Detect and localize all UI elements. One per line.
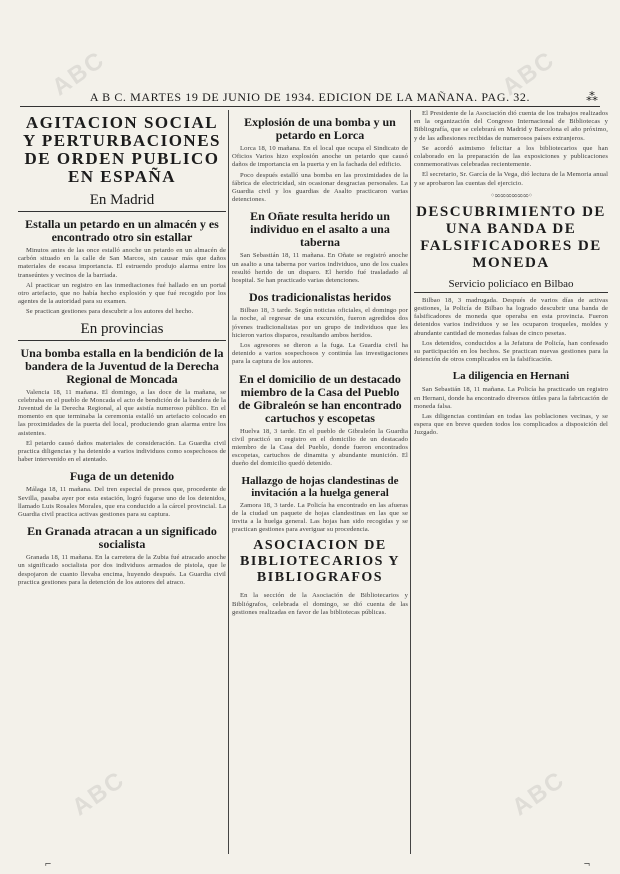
column-2 [232, 110, 408, 856]
article-paragraph: San Sebastián 18, 11 mañana. En Oñate se registró anoche un asalto a una taberna por varios individuos, uno de los cuales resultó herido de un disparo. El herido fué trasladado al hospital. Se han practicado varias detenciones. [232, 252, 408, 285]
article-paragraph: Granada 18, 11 mañana. En la carretera de la Zubia fué atracado anoche un significado socialista por dos individuos armados de pistola, que le despojaron de cuanto llevaba encima, huyendo después. La Guardia civil practica gestiones para la detención de los autores del atraco. [18, 554, 226, 586]
abc-watermark: ABC [47, 45, 111, 102]
column-rule-2 [410, 110, 411, 854]
corner-mark: ⌐ [45, 858, 52, 870]
article-paragraph: Lorca 18, 10 mañana. En el local que ocupa el Sindicato de Oficios Varios hizo explosión anoche un petardo que causó daños de importancia en la puerta y en la fachada del edificio. [232, 145, 408, 169]
ornament-divider: ◦∞∞∞∞∞∞◦ [490, 190, 532, 200]
abc-watermark: ABC [507, 765, 571, 822]
headline-agitacion: AGITACION SOCIAL Y PERTURBACIONES DE ORDEN PUBLICO EN ESPAÑA [23, 113, 221, 186]
article-paragraph: Zamora 18, 3 tarde. La Policía ha encontrado en las afueras de la ciudad un paquete de hojas clandestinas en las que se invita a la huelga general. Las hojas han sido recogidas y se practican gestiones para averiguar su procedencia. [232, 501, 408, 534]
article-paragraph: Al practicar un registro en las inmediaciones fué hallado en un portal otro artefacto, que no había hecho explosión y que fué recogido por los agentes de la autoridad para su examen. [18, 281, 226, 306]
article-paragraph: Las diligencias continúan en todas las poblaciones vecinas, y se espera que en breve queden todos los complicados a disposición del Juzgado. [414, 413, 608, 437]
column-3 [414, 110, 608, 856]
article-title: Estalla un petardo en un almacén y es encontrado otro sin estallar [25, 217, 219, 244]
article-paragraph: En la sección de la Asociación de Bibliotecarios y Bibliógrafos, celebrada el domingo, se dió cuenta de las gestiones realizadas en favor de las bibliotecas públicas. [232, 592, 408, 616]
article-paragraph: Bilbao 18, 3 tarde. Según noticias oficiales, el domingo por la noche, al regresar de una excursión, fueron agredidos dos jóvenes tradicionalistas por un grupo de individuos que les hicieron varios disparos, resultando ambos heridos. [232, 307, 408, 339]
article-paragraph: Se practican gestiones para descubrir a los autores del hecho. [26, 308, 194, 316]
article-title: Fuga de un detenido [69, 469, 175, 484]
section-provincias: En provincias [18, 321, 226, 341]
headline-asociacion: ASOCIACION DE BIBLIOTECARIOS Y BIBLIOGRAFOS [239, 538, 401, 586]
article-paragraph: Minutos antes de las once estalló anoche un petardo en un almacén de carbón situado en la calle de San Marcos, sin causar más que daños materiales de escasa importancia. El estruendo produjo alarma entre los transeúntes y vecinos de la barriada. [18, 247, 226, 279]
article-paragraph: Huelva 18, 3 tarde. En el pueblo de Gibraleón la Guardia civil practicó un registro en el domicilio de un destacado miembro de la Casa del Pueblo, donde fueron encontrados escopetas, cartuchos de dinamita y abundante munición. El dueño del domicilio quedó detenido. [232, 427, 408, 468]
article-title: Una bomba estalla en la bendición de la bandera de la Juventud de la Derecha Regional de Moncada [20, 345, 224, 386]
article-paragraph: El secretario, Sr. García de la Vega, dió lectura de la Memoria anual y se aprobaron las cuentas del ejercicio. [414, 171, 608, 187]
column-1 [18, 110, 226, 856]
article-paragraph: Los detenidos, conducidos a la Jefatura de Policía, han confesado su participación en los hechos. Se practican nuevas gestiones para la detención de otros complicados en la falsificación. [414, 339, 608, 364]
abc-watermark: ABC [497, 45, 561, 102]
section-madrid: En Madrid [18, 192, 226, 212]
abc-watermark: ABC [67, 765, 131, 822]
article-title: Hallazgo de hojas clandestinas de invitación a la huelga general [241, 474, 399, 499]
page-mark: ⁂ [586, 90, 598, 104]
page-header: A B C. MARTES 19 DE JUNIO DE 1934. EDICION DE LA MAÑANA. PAG. 32. [20, 90, 600, 107]
headline-falsificadores: DESCUBRIMIENTO DE UNA BANDA DE FALSIFICADORES DE MONEDA [416, 203, 606, 271]
article-paragraph: Málaga 18, 11 mañana. Del tren especial de presos que, procedente de Sevilla, pasaba ayer por esta estación, logró fugarse uno de los detenidos, llamado Luis Rosales Morales, que era conducido a la cárcel provincial. La Guardia civil practica activas gestiones para su captura. [18, 486, 226, 519]
article-paragraph: Valencia 18, 11 mañana. El domingo, a las doce de la mañana, se celebraba en el pueblo de Moncada el acto de bendición de la bandera de la Juventud de la Derecha Regional, al que asistía numeroso público. En el momento en que terminaba la ceremonia estalló un artefacto colocado en las proximidades de la puerta del local, produciendo gran alarma entre los asistentes. [18, 388, 226, 437]
article-title: En Granada atracan a un significado socialista [27, 524, 217, 552]
article-title: Dos tradicionalistas heridos [248, 290, 391, 305]
article-title: Explosión de una bomba y un petardo en Lorca [244, 115, 396, 142]
article-paragraph: El petardo causó daños materiales de consideración. La Guardia civil practica diligencias y ha detenido a varios individuos como sospechosos de haber intervenido en el atentado. [18, 439, 226, 464]
article-title: En Oñate resulta herido un individuo en el asalto a una taberna [250, 209, 390, 250]
corner-mark: ¬ [583, 858, 590, 870]
article-title: En el domicilio de un destacado miembro de la Casa del Pueblo de Gibraleón se han encontrado cartuchos y escopetas [238, 371, 402, 425]
article-paragraph: San Sebastián 18, 11 mañana. La Policía ha practicado un registro en Hernani, donde ha encontrado diversos útiles para la fabricación de moneda falsa. [414, 386, 608, 410]
article-paragraph: Se acordó asimismo felicitar a los bibliotecarios que han colaborado en la preparación de las exposiciones y publicaciones conmemorativas celebradas recientemente. [414, 144, 608, 169]
article-paragraph: Los agresores se dieron a la fuga. La Guardia civil ha detenido a varios sospechosos y continúa las investigaciones para la captura de los autores. [232, 342, 408, 366]
article-paragraph: Bilbao 18, 3 madrugada. Después de varios días de activas gestiones, la Policía de Bilbao ha logrado descubrir una banda de falsificadores de moneda que operaba en esta provincia. Fueron detenidos varios individuos y se les ocuparon troqueles, moldes y abundante cantidad de monedas falsas de cinco pesetas. [414, 296, 608, 337]
section-bilbao: Servicio policíaco en Bilbao [414, 278, 608, 293]
article-paragraph: El Presidente de la Asociación dió cuenta de los trabajos realizados en la organización del Congreso Internacional de Bibliotecas y Bibliografía, que se celebrará en Madrid y Barcelona el año próximo, y de las adhesiones recibidas de numerosos países extranjeros. [414, 110, 608, 142]
article-title: La diligencia en Hernani [452, 370, 570, 383]
column-rule-1 [228, 110, 229, 854]
article-paragraph: Poco después estalló una bomba en las proximidades de la fábrica de electricidad, sin ocasionar desgracias personales. La Guardia civil y los guardias de Asalto practicaron varias detenciones. [232, 171, 408, 204]
